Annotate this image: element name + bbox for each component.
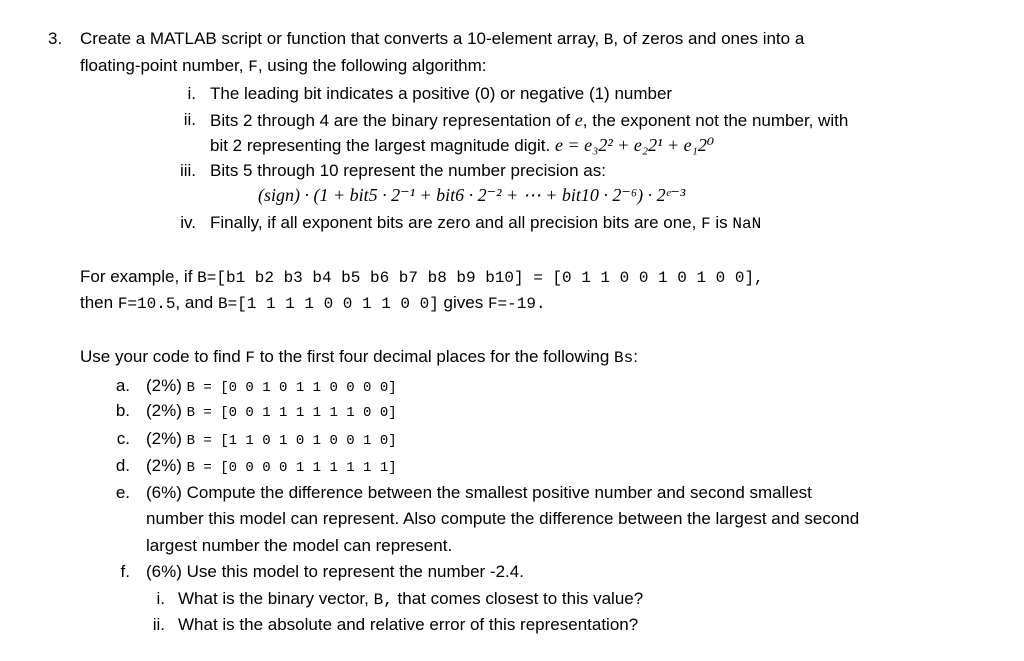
example-code: B=[b1 b2 b3 b4 b5 b6 b7 b8 b9 b10] = [0 1 1 0 0 1 0 1 0 0], [197,269,764,287]
alg-ii-text: Bits 2 through 4 are the binary representation of [210,111,575,130]
part-b [146,400,397,424]
part-d [146,455,397,479]
example-text: , and [175,293,218,312]
part-code: B = [0 0 1 1 1 1 1 1 0 0] [186,405,397,421]
var-b: B [603,31,614,49]
alg-iii-marker: iii. [179,161,196,180]
var-f: F [245,349,255,367]
question-number: 3. [48,29,63,48]
part-d-marker: d. [115,456,130,475]
use-text: Use your code to find [80,347,246,366]
var-bs: Bs [614,349,634,367]
example-code: F=-19. [487,295,546,313]
intro-text: , using the following algorithm: [257,56,487,75]
use-text: : [633,347,638,366]
alg-ii-marker: ii. [183,110,196,129]
example-text: then [80,293,118,312]
part-code: B = [1 1 0 1 0 1 0 0 1 0] [186,433,397,449]
part-e-line-1: (6%) Compute the difference between the smallest positive number and second smallest [146,483,812,502]
part-f-i-text: that comes closest to this value? [392,589,644,608]
part-pct: (2%) [146,429,187,448]
intro-text: floating-point number, [80,56,249,75]
math-e: e [574,110,583,130]
part-f-text: (6%) Use this model to represent the number -2.4. [146,562,524,581]
alg-iii-text: Bits 5 through 10 represent the number precision as: [210,161,606,180]
part-code: B = [0 0 1 0 1 1 0 0 0 0] [186,380,397,396]
alg-ii-line-1 [210,109,848,132]
alg-iv-marker: iv. [180,213,196,232]
part-f-ii-marker: ii. [152,615,165,634]
var-f: F [701,215,711,233]
part-pct: (2%) [146,456,187,475]
intro-text: , of zeros and ones into a [613,29,805,48]
part-a [146,375,397,399]
alg-iv-text: Finally, if all exponent bits are zero and all precision bits are one, [210,213,702,232]
intro-text: Create a MATLAB script or function that converts a 10-element array, [80,29,604,48]
alg-iv-text: is [710,213,733,232]
part-e-line-2: number this model can represent. Also compute the difference between the largest and second [146,509,860,528]
intro-line-2 [80,55,487,78]
alg-ii-line-2 [210,134,714,157]
example-code: F=10.5 [117,295,176,313]
var-f: F [248,58,258,76]
example-text: For example, if [80,267,198,286]
part-c [146,428,397,452]
part-c-marker: c. [116,429,130,448]
part-code: B = [0 0 0 0 1 1 1 1 1 1] [186,460,397,476]
example-line-2 [80,292,546,315]
part-b-marker: b. [115,401,130,420]
use-text: to the first four decimal places for the following [254,347,615,366]
alg-i-text: The leading bit indicates a positive (0) or negative (1) number [210,84,673,103]
part-pct: (2%) [146,401,187,420]
example-text: gives [438,293,488,312]
part-f-i-marker: i. [156,589,165,608]
nan-code: NaN [732,215,762,233]
part-e-marker: e. [115,483,130,502]
alg-ii-text: , the exponent not the number, with [582,111,849,130]
part-f-i [178,588,643,611]
alg-iv-line [210,212,761,235]
alg-i-marker: i. [187,84,196,103]
part-pct: (2%) [146,376,187,395]
part-f-marker: f. [120,562,130,581]
example-line-1 [80,266,764,289]
part-f-ii-text: What is the absolute and relative error of this representation? [178,615,639,634]
exponent-equation: e = e₃2² + e₂2¹ + e₁2⁰ [554,135,715,155]
precision-formula: (sign) · (1 + bit5 · 2⁻¹ + bit6 · 2⁻² + ⋯ + bit10 · 2⁻⁶) · 2ᵉ⁻³ [258,185,686,205]
example-code: B=[1 1 1 1 0 0 1 1 0 0] [217,295,439,313]
part-f-i-text: What is the binary vector, [178,589,374,608]
var-b: B, [373,591,393,609]
intro-line-1 [80,28,804,51]
part-a-marker: a. [115,376,130,395]
alg-ii-text: bit 2 representing the largest magnitude digit. [210,136,555,155]
use-code-line [80,346,638,369]
part-e-line-3: largest number the model can represent. [146,536,453,555]
